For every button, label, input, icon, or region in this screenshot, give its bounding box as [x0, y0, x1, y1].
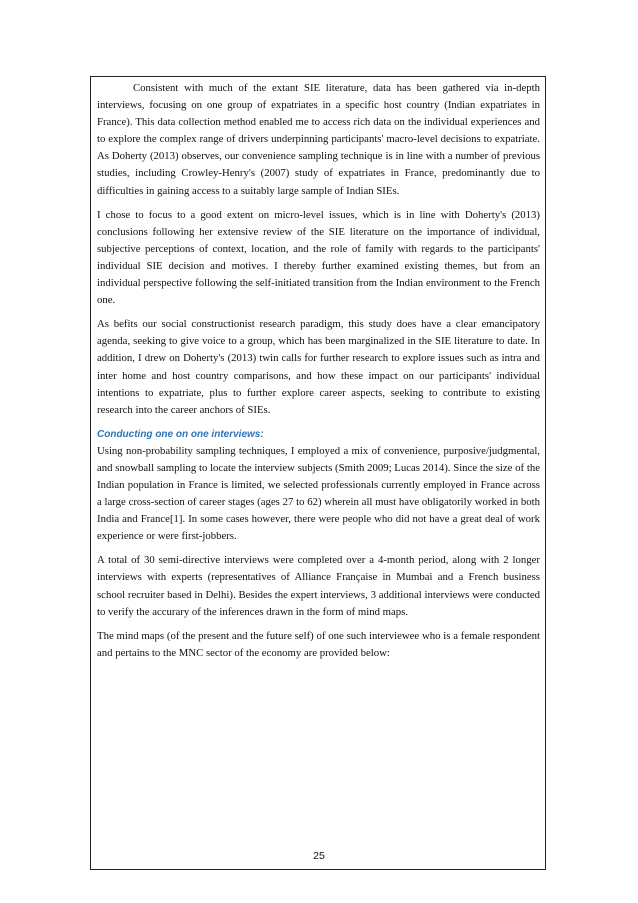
paragraph-sampling: Using non-probability sampling techniques, I employed a mix of convenience, purposive/judgmental, and snowball sampling to locate the interview subjects (Smith 2009; Lucas 2014). Since the size of the Indian population in France is limited, we selected professionals currently employed in France across a large cross-section of career stages (ages 27 to 62) wherein all must have obligatorily worked in both India and France[1]. In some cases however, there were people who did not have a great deal of work experience or were first-jobbers.	[97, 444, 540, 543]
paragraph-sie-data: Consistent with much of the extant SIE literature, data has been gathered via in-depth interviews, focusing on one group of expatriates in a specific host country (Indian expatriates in France). This data collection method enabled me to access rich data on the individual experiences and to explore the complex range of drivers underpinning participants' macro-level decisions to expatriate. As Doherty (2013) observes, our convenience sampling technique is in line with a number of previous studies, including Crowley-Henry's (2007) study of expatriates in France, predominantly due to difficulties in gaining access to a suitably large sample of Indian SIEs.	[97, 82, 540, 197]
section-heading-interviews: Conducting one on one interviews:	[97, 428, 264, 440]
paragraph-micro-level: I chose to focus to a good extent on micro-level issues, which is in line with Doherty's (2013) conclusions following her extensive review of the SIE literature on the importance of individual, subjective perceptions of context, location, and the role of family with regards to the participants' individual SIE decision and motives. I thereby further examined existing themes, but from an individual perspective following the self-initiated transition from the Indian environment to the French one.	[97, 208, 540, 307]
paragraph-emancipatory-agenda: As befits our social constructionist research paradigm, this study does have a clear emancipatory agenda, seeking to give voice to a group, which has been marginalized in the SIE literature to date. In addition, I drew on Doherty's (2013) twin calls for further research to explore issues such as intra and inter home and host country comparisons, and how these impact on our participants' individual intentions to expatriate, plus to further explore career aspects, seeking to contribute to existing research into the career anchors of SIEs.	[97, 318, 540, 416]
body-text	[97, 80, 540, 669]
paragraph-mind-maps: The mind maps (of the present and the future self) of one such interviewee who is a female respondent and pertains to the MNC sector of the economy are provided below:	[97, 629, 540, 659]
paragraph-interview-count: A total of 30 semi-directive interviews were completed over a 4-month period, along with 2 longer interviews with experts (representatives of Alliance Française in Mumbai and a French business school recruiter based in Delhi). Besides the expert interviews, 3 additional interviews were conducted to verify the accurary of the inferences drawn in the form of mind maps.	[97, 554, 540, 618]
page-border-frame	[90, 76, 546, 870]
page-number: 25	[313, 850, 325, 862]
